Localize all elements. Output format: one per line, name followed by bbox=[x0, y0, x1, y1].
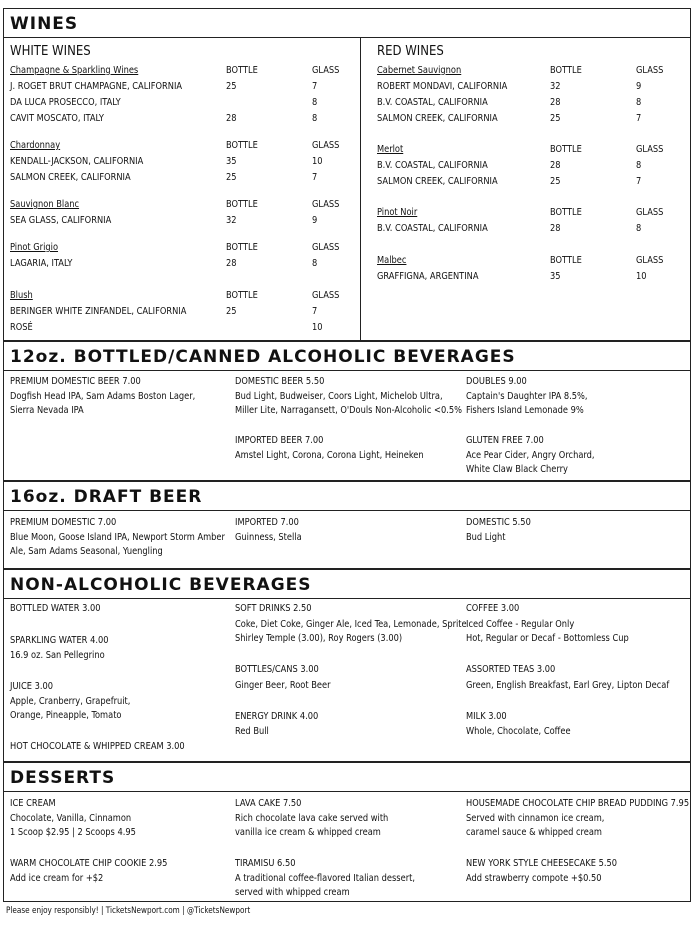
menu-item-desc: Dogfish Head IPA, Sam Adams Boston Lager, bbox=[10, 391, 196, 402]
bottle-label: BOTTLE bbox=[226, 290, 258, 301]
menu-item-title: ASSORTED TEAS 3.00 bbox=[466, 664, 556, 675]
menu-item-title: HOUSEMADE CHOCOLATE CHIP BREAD PUDDING 7.95 bbox=[466, 798, 690, 809]
glass-label: GLASS bbox=[312, 65, 340, 76]
menu-item-desc: Served with cinnamon ice cream, bbox=[466, 813, 605, 824]
menu-item-desc: vanilla ice cream & whipped cream bbox=[235, 827, 381, 838]
wine-group-name: Pinot Noir bbox=[377, 207, 418, 218]
bottled-heading: 12oz. BOTTLED/CANNED ALCOHOLIC BEVERAGES bbox=[3, 341, 691, 371]
menu-item-title: DOMESTIC 5.50 bbox=[466, 517, 531, 528]
menu-item-desc: served with whipped cream bbox=[235, 887, 350, 898]
wine-glass-price: 7 bbox=[636, 113, 642, 124]
menu-item-desc: Ginger Beer, Root Beer bbox=[235, 680, 331, 691]
wine-bottle-price: 28 bbox=[226, 113, 237, 124]
menu-item-desc: Coke, Diet Coke, Ginger Ale, Iced Tea, Lemonade, Sprite bbox=[235, 619, 467, 630]
menu-item-desc: 1 Scoop $2.95 | 2 Scoops 4.95 bbox=[10, 827, 136, 838]
wine-bottle-price: 28 bbox=[550, 97, 561, 108]
menu-item-title: HOT CHOCOLATE & WHIPPED CREAM 3.00 bbox=[10, 741, 185, 752]
wine-glass-price: 8 bbox=[636, 97, 642, 108]
wine-name: LAGARIA, ITALY bbox=[10, 258, 73, 269]
menu-item-desc: Ace Pear Cider, Angry Orchard, bbox=[466, 450, 595, 461]
glass-label: GLASS bbox=[636, 65, 664, 76]
menu-item-desc: Guinness, Stella bbox=[235, 532, 302, 543]
menu-item-desc: Fishers Island Lemonade 9% bbox=[466, 405, 584, 416]
wine-name: ROSÉ bbox=[10, 322, 33, 333]
wine-bottle-price: 32 bbox=[550, 81, 561, 92]
wine-name: DA LUCA PROSECCO, ITALY bbox=[10, 97, 121, 108]
footer-text: Please enjoy responsibly! | TicketsNewport.com | @TicketsNewport bbox=[6, 906, 251, 916]
menu-item-title: SPARKLING WATER 4.00 bbox=[10, 635, 109, 646]
wine-name: B.V. COASTAL, CALIFORNIA bbox=[377, 160, 488, 171]
menu-item-desc: Red Bull bbox=[235, 726, 269, 737]
menu-item-desc: caramel sauce & whipped cream bbox=[466, 827, 602, 838]
menu-item-title: ICE CREAM bbox=[10, 798, 56, 809]
menu-item-title: PREMIUM DOMESTIC 7.00 bbox=[10, 517, 117, 528]
bottle-label: BOTTLE bbox=[550, 255, 582, 266]
menu-item-title: IMPORTED BEER 7.00 bbox=[235, 435, 324, 446]
menu-item-desc: Chocolate, Vanilla, Cinnamon bbox=[10, 813, 132, 824]
wine-glass-price: 8 bbox=[312, 97, 318, 108]
wine-bottle-price: 32 bbox=[226, 215, 237, 226]
menu-item-desc: Sierra Nevada IPA bbox=[10, 405, 84, 416]
bottle-label: BOTTLE bbox=[550, 65, 582, 76]
glass-label: GLASS bbox=[312, 199, 340, 210]
wine-glass-price: 7 bbox=[312, 306, 318, 317]
draft-heading: 16oz. DRAFT BEER bbox=[3, 481, 691, 511]
bottle-label: BOTTLE bbox=[226, 140, 258, 151]
wine-name: B.V. COASTAL, CALIFORNIA bbox=[377, 97, 488, 108]
menu-item-desc: Captain's Daughter IPA 8.5%, bbox=[466, 391, 588, 402]
wine-name: KENDALL-JACKSON, CALIFORNIA bbox=[10, 156, 144, 167]
wine-group-name: Champagne & Sparkling Wines bbox=[10, 65, 139, 76]
wine-glass-price: 8 bbox=[636, 160, 642, 171]
wines-divider bbox=[360, 38, 361, 340]
menu-item-title: ENERGY DRINK 4.00 bbox=[235, 711, 319, 722]
menu-item-title: DOMESTIC BEER 5.50 bbox=[235, 376, 325, 387]
menu-item-title: GLUTEN FREE 7.00 bbox=[466, 435, 544, 446]
wine-group-name: Blush bbox=[10, 290, 33, 301]
menu-item-title: WARM CHOCOLATE CHIP COOKIE 2.95 bbox=[10, 858, 168, 869]
glass-label: GLASS bbox=[312, 290, 340, 301]
wine-bottle-price: 28 bbox=[550, 223, 561, 234]
wine-bottle-price: 28 bbox=[550, 160, 561, 171]
menu-item-desc: Blue Moon, Goose Island IPA, Newport Storm Amber bbox=[10, 532, 225, 543]
menu-item-desc: White Claw Black Cherry bbox=[466, 464, 568, 475]
menu-item-desc: Miller Lite, Narragansett, O'Douls Non-Alcoholic <0.5% bbox=[235, 405, 462, 416]
wine-group-name: Pinot Grigio bbox=[10, 242, 59, 253]
wine-name: SEA GLASS, CALIFORNIA bbox=[10, 215, 112, 226]
bottle-label: BOTTLE bbox=[550, 207, 582, 218]
wine-glass-price: 10 bbox=[312, 156, 323, 167]
menu-item-title: SOFT DRINKS 2.50 bbox=[235, 603, 312, 614]
nonalc-heading: NON-ALCOHOLIC BEVERAGES bbox=[3, 569, 691, 599]
wine-glass-price: 9 bbox=[636, 81, 642, 92]
menu-item-desc: Add strawberry compote +$0.50 bbox=[466, 873, 602, 884]
wine-name: J. ROGET BRUT CHAMPAGNE, CALIFORNIA bbox=[10, 81, 183, 92]
menu-item-title: JUICE 3.00 bbox=[10, 681, 54, 692]
wine-bottle-price: 25 bbox=[226, 81, 237, 92]
menu-item-desc: Bud Light, Budweiser, Coors Light, Michelob Ultra, bbox=[235, 391, 443, 402]
menu-item-desc: Amstel Light, Corona, Corona Light, Heineken bbox=[235, 450, 424, 461]
menu-item-desc: Rich chocolate lava cake served with bbox=[235, 813, 389, 824]
wine-bottle-price: 35 bbox=[550, 271, 561, 282]
menu-item-desc: Add ice cream for +$2 bbox=[10, 873, 104, 884]
wine-name: ROBERT MONDAVI, CALIFORNIA bbox=[377, 81, 508, 92]
menu-item-desc: Bud Light bbox=[466, 532, 506, 543]
menu-item-title: BOTTLES/CANS 3.00 bbox=[235, 664, 319, 675]
wine-group-name: Sauvignon Blanc bbox=[10, 199, 80, 210]
wine-name: B.V. COASTAL, CALIFORNIA bbox=[377, 223, 488, 234]
menu-item-title: BOTTLED WATER 3.00 bbox=[10, 603, 101, 614]
wine-glass-price: 8 bbox=[312, 113, 318, 124]
menu-item-desc: Iced Coffee - Regular Only bbox=[466, 619, 575, 630]
wine-bottle-price: 25 bbox=[226, 306, 237, 317]
menu-item-title: COFFEE 3.00 bbox=[466, 603, 520, 614]
wine-group-name: Cabernet Sauvignon bbox=[377, 65, 462, 76]
wine-glass-price: 7 bbox=[312, 81, 318, 92]
wine-glass-price: 8 bbox=[636, 223, 642, 234]
red-wines-heading: RED WINES bbox=[377, 44, 444, 59]
menu-item-title: NEW YORK STYLE CHEESECAKE 5.50 bbox=[466, 858, 618, 869]
wine-group-name: Chardonnay bbox=[10, 140, 61, 151]
menu-item-title: IMPORTED 7.00 bbox=[235, 517, 299, 528]
wine-bottle-price: 25 bbox=[550, 113, 561, 124]
wine-glass-price: 7 bbox=[636, 176, 642, 187]
wine-bottle-price: 35 bbox=[226, 156, 237, 167]
menu-item-desc: Hot, Regular or Decaf - Bottomless Cup bbox=[466, 633, 629, 644]
menu-item-desc: Ale, Sam Adams Seasonal, Yuengling bbox=[10, 546, 163, 557]
menu-item-desc: Orange, Pineapple, Tomato bbox=[10, 710, 122, 721]
glass-label: GLASS bbox=[636, 255, 664, 266]
wine-name: GRAFFIGNA, ARGENTINA bbox=[377, 271, 479, 282]
wine-name: SALMON CREEK, CALIFORNIA bbox=[10, 172, 131, 183]
wine-glass-price: 8 bbox=[312, 258, 318, 269]
wine-glass-price: 10 bbox=[312, 322, 323, 333]
wine-bottle-price: 28 bbox=[226, 258, 237, 269]
wine-bottle-price: 25 bbox=[550, 176, 561, 187]
white-wines-heading: WHITE WINES bbox=[10, 44, 91, 59]
desserts-heading: DESSERTS bbox=[3, 762, 691, 792]
menu-item-desc: Whole, Chocolate, Coffee bbox=[466, 726, 571, 737]
bottle-label: BOTTLE bbox=[550, 144, 582, 155]
bottle-label: BOTTLE bbox=[226, 242, 258, 253]
menu-item-desc: Apple, Cranberry, Grapefruit, bbox=[10, 696, 131, 707]
glass-label: GLASS bbox=[312, 140, 340, 151]
menu-item-title: LAVA CAKE 7.50 bbox=[235, 798, 302, 809]
menu-item-title: PREMIUM DOMESTIC BEER 7.00 bbox=[10, 376, 141, 387]
wine-name: CAVIT MOSCATO, ITALY bbox=[10, 113, 104, 124]
menu-item-title: TIRAMISU 6.50 bbox=[235, 858, 296, 869]
menu-item-desc: Shirley Temple (3.00), Roy Rogers (3.00) bbox=[235, 633, 403, 644]
wine-glass-price: 10 bbox=[636, 271, 647, 282]
wine-name: SALMON CREEK, CALIFORNIA bbox=[377, 113, 498, 124]
wines-heading: WINES bbox=[3, 8, 691, 38]
wine-name: SALMON CREEK, CALIFORNIA bbox=[377, 176, 498, 187]
bottle-label: BOTTLE bbox=[226, 65, 258, 76]
menu-item-title: MILK 3.00 bbox=[466, 711, 507, 722]
wine-glass-price: 7 bbox=[312, 172, 318, 183]
glass-label: GLASS bbox=[636, 207, 664, 218]
wine-bottle-price: 25 bbox=[226, 172, 237, 183]
glass-label: GLASS bbox=[636, 144, 664, 155]
wine-name: BERINGER WHITE ZINFANDEL, CALIFORNIA bbox=[10, 306, 187, 317]
glass-label: GLASS bbox=[312, 242, 340, 253]
menu-item-desc: Green, English Breakfast, Earl Grey, Lipton Decaf bbox=[466, 680, 670, 691]
menu-item-desc: A traditional coffee-flavored Italian dessert, bbox=[235, 873, 415, 884]
bottle-label: BOTTLE bbox=[226, 199, 258, 210]
wine-group-name: Merlot bbox=[377, 144, 404, 155]
wine-glass-price: 9 bbox=[312, 215, 318, 226]
menu-item-title: DOUBLES 9.00 bbox=[466, 376, 527, 387]
wine-group-name: Malbec bbox=[377, 255, 407, 266]
menu-item-desc: 16.9 oz. San Pellegrino bbox=[10, 650, 105, 661]
